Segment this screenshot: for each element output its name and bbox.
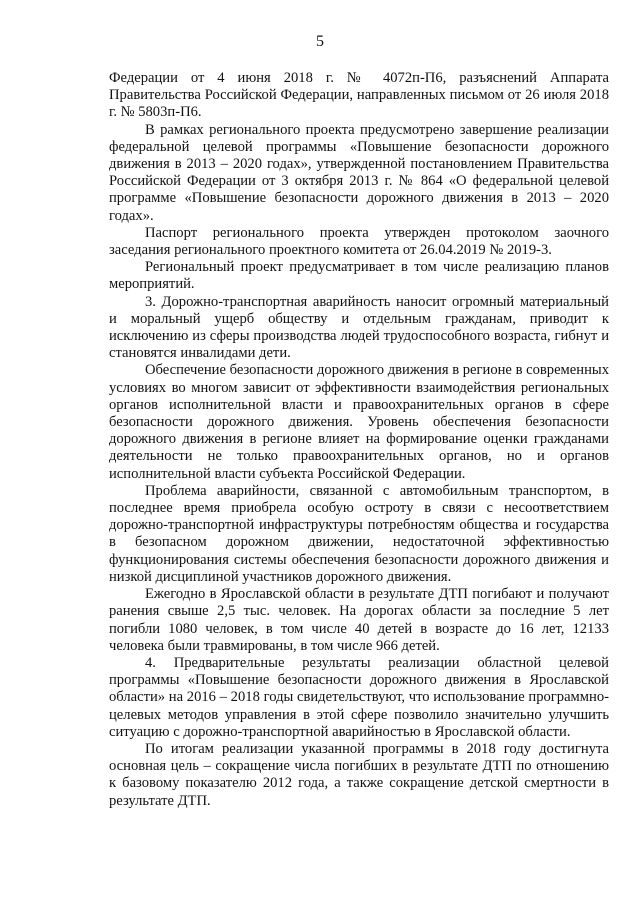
paragraph-results-2018: По итогам реализации указанной программы в 2018 году достигнута основная цель – сокращение числа погибших в результате ДТП по отношению к базовому показателю 2012 года, а также сокращение детской смертности в результате ДТП. <box>109 740 609 809</box>
paragraph-continuation: Федерации от 4 июня 2018 г. № 4072п-П6, разъяснений Аппарата Правительства Российской Федерации, направленных письмом от 26 июля 2018 г. № 5803п-П6. <box>109 70 609 121</box>
paragraph-accident-problem: Проблема аварийности, связанной с автомобильным транспортом, в последнее время приобрела особую остроту в связи с несоответствием дорожно-транспортной инфраструктуры потребностям общества и государства в безопасном дорожном движении, недостаточной эффективностью функционирования системы обеспечения безопасности дорожного движения и низкой дисциплиной участников дорожного движения. <box>109 482 609 585</box>
paragraph-section-4: 4. Предварительные результаты реализации областной целевой программы «Повышение безопасности дорожного движения в Ярославской области» на 2016 – 2018 годы свидетельствуют, что использование программно-целевых методов управления в этой сфере позволило значительно улучшить ситуацию с дорожно-транспортной аварийностью в Ярославской области. <box>109 654 609 740</box>
paragraph-statistics: Ежегодно в Ярославской области в результате ДТП погибают и получают ранения свыше 2,5 тыс. человек. На дорогах области за последние 5 лет погибли 1080 человек, в том числе 40 детей в возрасте до 16 лет, 12133 человека были травмированы, в том числе 966 детей. <box>109 586 609 654</box>
paragraph-passport: Паспорт регионального проекта утвержден протоколом заочного заседания регионального проектного комитета от 26.04.2019 № 2019-3. <box>109 224 609 259</box>
paragraph-action-plans: Региональный проект предусматривает в том числе реализацию планов мероприятий. <box>109 259 609 293</box>
paragraph-federal-program: В рамках регионального проекта предусмотрено завершение реализации федеральной целевой программы «Повышение безопасности дорожного движения в 2013 – 2020 годах», утвержденной постановлением Правительства Российской Федерации от 3 октября 2013 г. № 864 «О федеральной целевой программе «Повышение безопасности дорожного движения в 2013 – 2020 годах». <box>109 121 609 224</box>
paragraph-section-3: 3. Дорожно-транспортная аварийность наносит огромный материальный и моральный ущерб обществу и отдельным гражданам, приводит к исключению из сферы производства людей трудоспособного возраста, гибнут и становятся инвалидами дети. <box>109 293 609 362</box>
paragraph-road-safety: Обеспечение безопасности дорожного движения в регионе в современных условиях во многом зависит от эффективности взаимодействия региональных органов исполнительной власти и правоохранительных органов в сфере безопасности дорожного движения. Уровень обеспечения безопасности дорожного движения в регионе влияет на формирование оценки гражданами деятельности не только правоохранительных органов, но и органов исполнительной власти субъекта Российской Федерации. <box>109 362 609 482</box>
page-number: 5 <box>316 33 324 50</box>
document-body <box>109 70 609 810</box>
